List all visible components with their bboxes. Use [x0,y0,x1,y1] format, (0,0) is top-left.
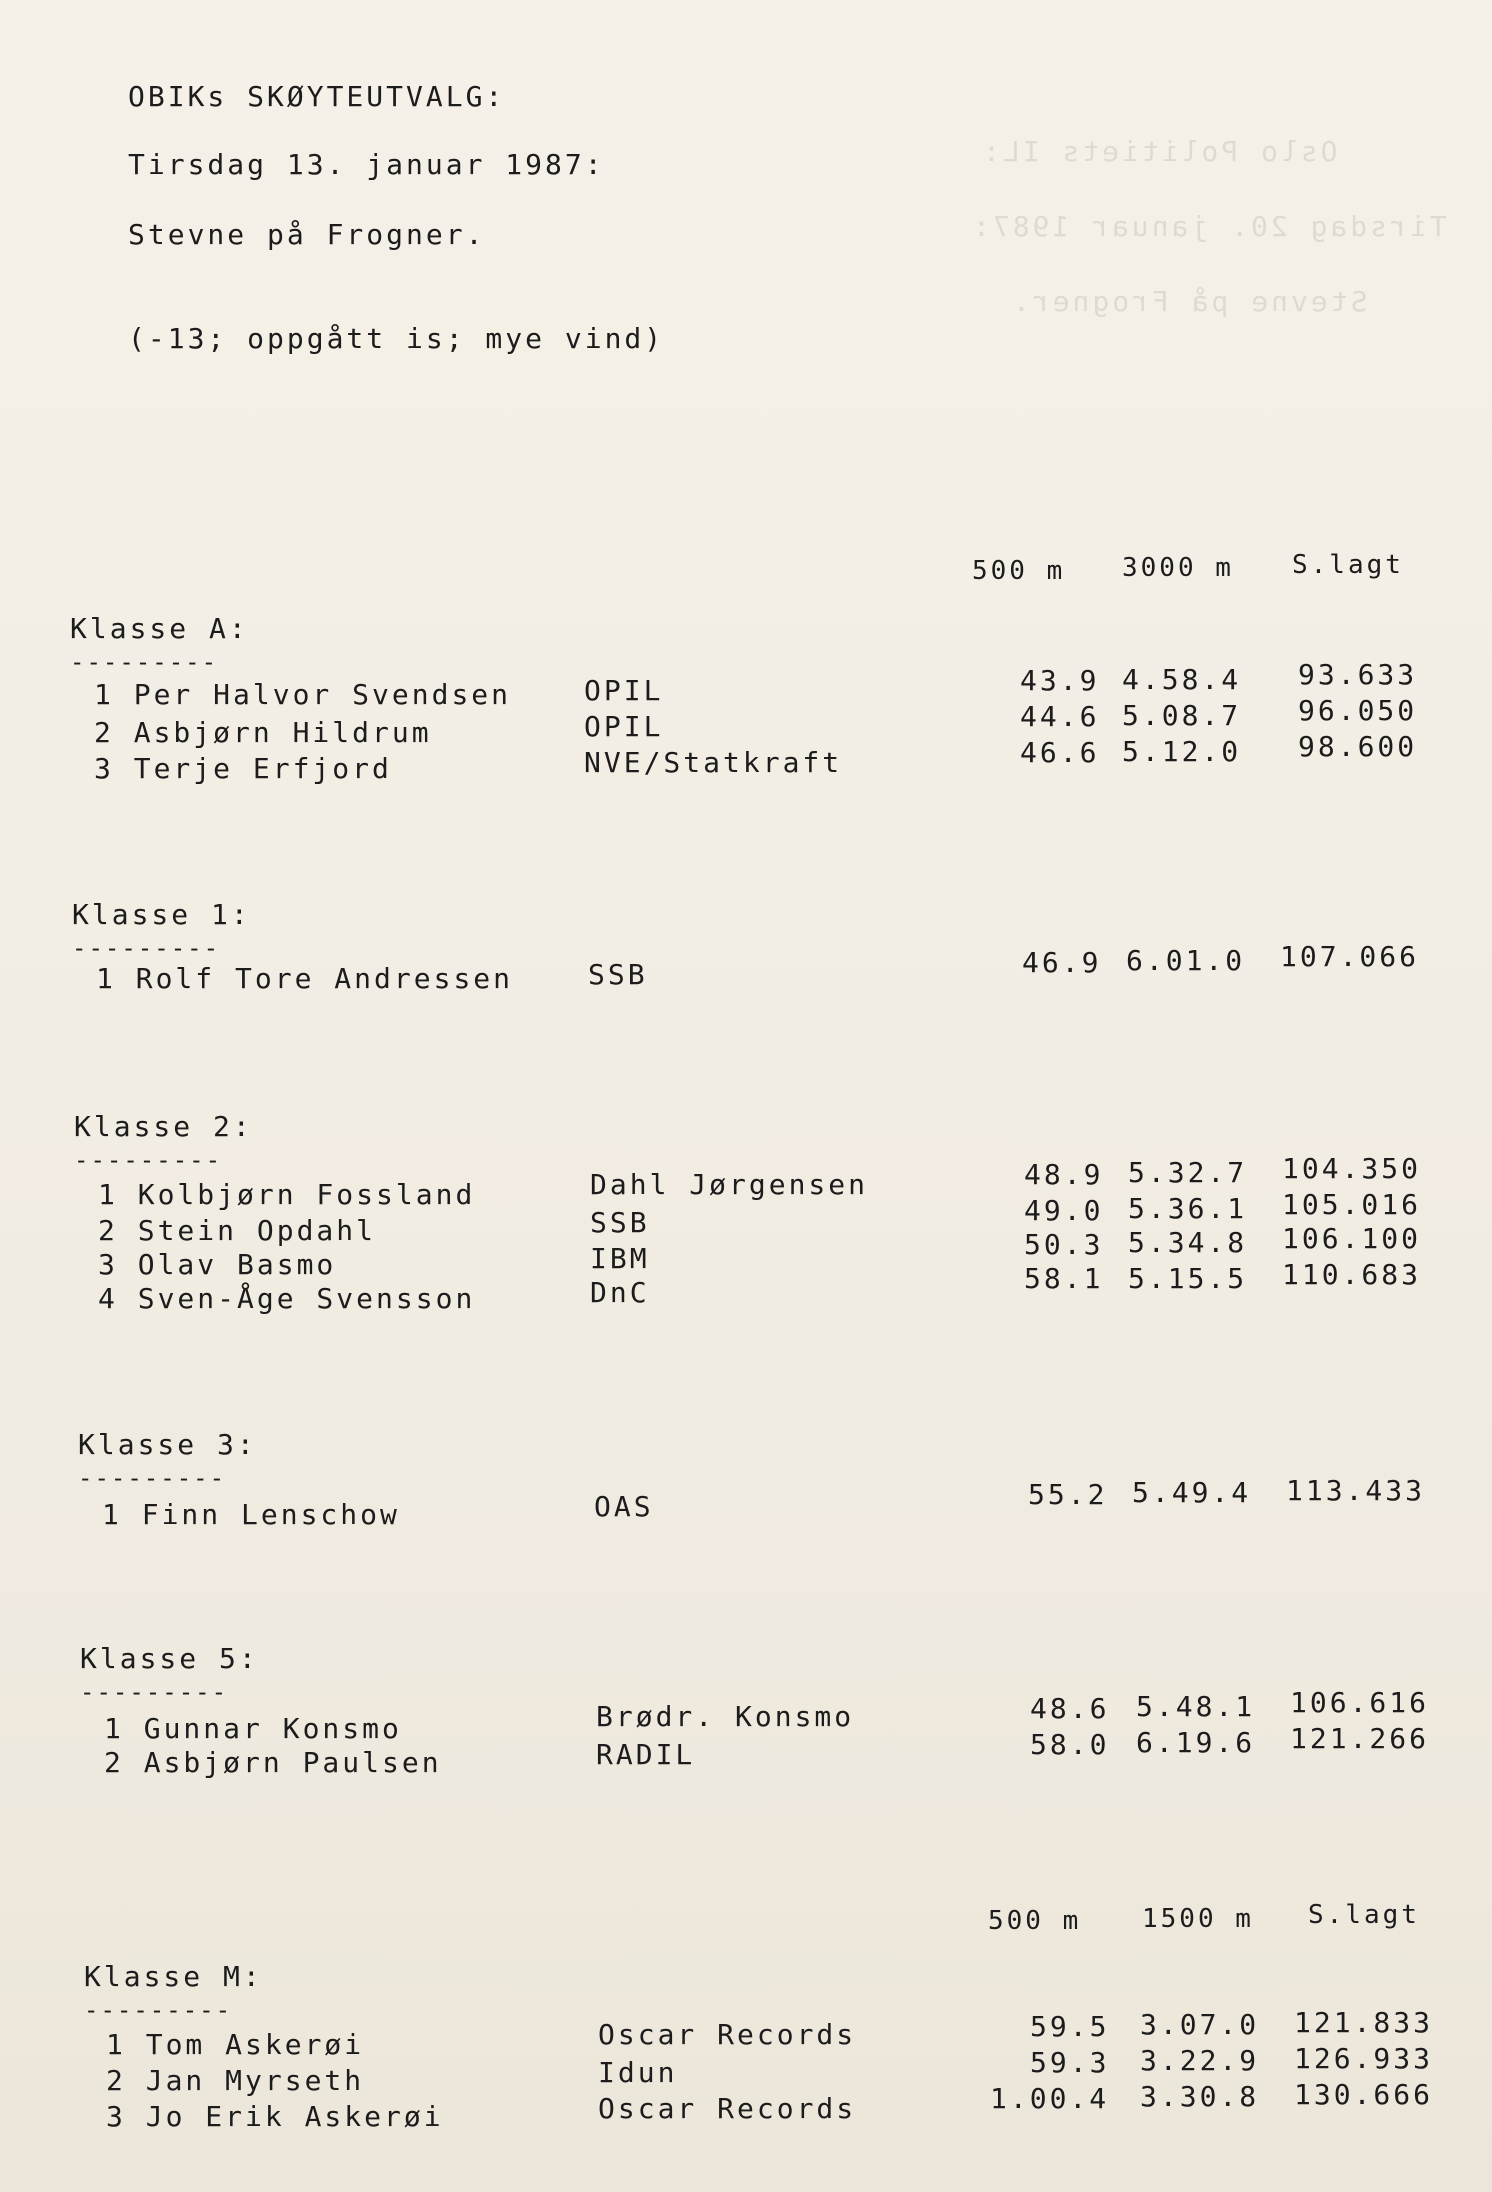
result-points: 105.016 [1282,1188,1422,1221]
result-club: OAS [594,1490,654,1523]
bleed-through-text: Oslo Politiets IL: [980,135,1338,168]
result-points: 130.666 [1294,2078,1434,2111]
result-long: 5.12.0 [1122,735,1242,768]
result-500: 44.6 [1020,700,1100,733]
result-points: 121.266 [1290,1722,1430,1755]
result-row: 3 Olav Basmo [98,1248,337,1281]
result-points: 107.066 [1280,940,1420,973]
result-row: 1 Gunnar Konsmo [104,1712,402,1745]
result-points: 96.050 [1298,694,1418,727]
result-row: 1 Finn Lenschow [102,1498,400,1531]
class-underline: --------- [70,648,219,676]
header-org: OBIKs SKØYTEUTVALG: [128,80,506,113]
result-club: SSB [588,958,648,991]
class-title: Klasse A: [70,612,249,645]
result-club: DnC [590,1276,650,1309]
result-row: 2 Jan Myrseth [106,2064,365,2097]
result-500: 58.1 [1024,1262,1104,1295]
col-header-500: 500 m [972,556,1066,586]
result-500: 59.5 [1030,2010,1110,2043]
result-row: 1 Kolbjørn Fossland [98,1178,476,1211]
result-500: 1.00.4 [990,2082,1110,2115]
result-row: 1 Rolf Tore Andressen [96,962,514,995]
result-row: 3 Jo Erik Askerøi [106,2100,444,2133]
class-underline: --------- [72,934,221,962]
result-club: Brødr. Konsmo [596,1700,855,1733]
bleed-through-text: Tirsdag 20. januar 1987: [970,210,1447,243]
result-club: Oscar Records [598,2018,857,2051]
result-row: 2 Asbjørn Paulsen [104,1746,442,1779]
result-long: 5.49.4 [1132,1476,1252,1509]
result-club: OPIL [584,674,664,707]
result-500: 50.3 [1024,1228,1104,1261]
result-long: 5.36.1 [1128,1192,1248,1225]
result-club: Oscar Records [598,2092,857,2125]
result-long: 5.48.1 [1136,1690,1256,1723]
result-500: 46.6 [1020,736,1100,769]
class-title: Klasse 2: [74,1110,253,1143]
class-title: Klasse M: [84,1960,263,1993]
header-event: Stevne på Frogner. [128,218,486,251]
result-club: RADIL [596,1738,696,1771]
result-row: 2 Stein Opdahl [98,1214,377,1247]
result-long: 5.34.8 [1128,1226,1248,1259]
result-long: 5.32.7 [1128,1156,1248,1189]
result-500: 55.2 [1028,1478,1108,1511]
class-title: Klasse 5: [80,1642,259,1675]
result-row: 2 Asbjørn Hildrum [94,716,432,749]
col-header-1500: 1500 m [1142,1904,1254,1934]
result-points: 98.600 [1298,730,1418,763]
result-points: 113.433 [1286,1474,1426,1507]
result-500: 46.9 [1022,946,1102,979]
result-points: 121.833 [1294,2006,1434,2039]
result-long: 3.07.0 [1140,2008,1260,2041]
result-points: 110.683 [1282,1258,1422,1291]
result-500: 59.3 [1030,2046,1110,2079]
class-underline: --------- [84,1996,233,2024]
result-row: 1 Per Halvor Svendsen [94,678,512,711]
class-underline: --------- [74,1146,223,1174]
result-points: 93.633 [1298,658,1418,691]
class-underline: --------- [80,1678,229,1706]
result-club: SSB [590,1206,650,1239]
result-long: 4.58.4 [1122,663,1242,696]
result-club: NVE/Statkraft [584,746,843,779]
header-date: Tirsdag 13. januar 1987: [128,148,605,181]
result-long: 6.01.0 [1126,944,1246,977]
result-long: 3.30.8 [1140,2080,1260,2113]
result-long: 5.15.5 [1128,1262,1248,1295]
col-header-3000: 3000 m [1122,553,1234,583]
class-title: Klasse 3: [78,1428,257,1461]
result-club: OPIL [584,710,664,743]
result-club: Idun [598,2056,678,2089]
col-header-slagt-bottom: S.lagt [1308,1900,1420,1930]
col-header-slagt: S.lagt [1292,550,1404,580]
result-row: 3 Terje Erfjord [94,752,392,785]
result-long: 6.19.6 [1136,1726,1256,1759]
result-500: 48.9 [1024,1158,1104,1191]
result-row: 4 Sven-Åge Svensson [98,1282,476,1315]
result-500: 58.0 [1030,1728,1110,1761]
result-500: 43.9 [1020,664,1100,697]
result-500: 49.0 [1024,1194,1104,1227]
result-club: IBM [590,1242,650,1275]
header-conditions: (-13; oppgått is; mye vind) [128,322,665,355]
result-long: 3.22.9 [1140,2044,1260,2077]
bleed-through-text: Stevne på Frogner. [1010,285,1368,318]
result-points: 126.933 [1294,2042,1434,2075]
result-row: 1 Tom Askerøi [106,2028,365,2061]
result-club: Dahl Jørgensen [590,1168,869,1201]
result-points: 106.616 [1290,1686,1430,1719]
result-points: 104.350 [1282,1152,1422,1185]
result-points: 106.100 [1282,1222,1422,1255]
result-long: 5.08.7 [1122,699,1242,732]
class-underline: --------- [78,1464,227,1492]
class-title: Klasse 1: [72,898,251,931]
col-header-500-bottom: 500 m [988,1906,1082,1936]
result-500: 48.6 [1030,1692,1110,1725]
